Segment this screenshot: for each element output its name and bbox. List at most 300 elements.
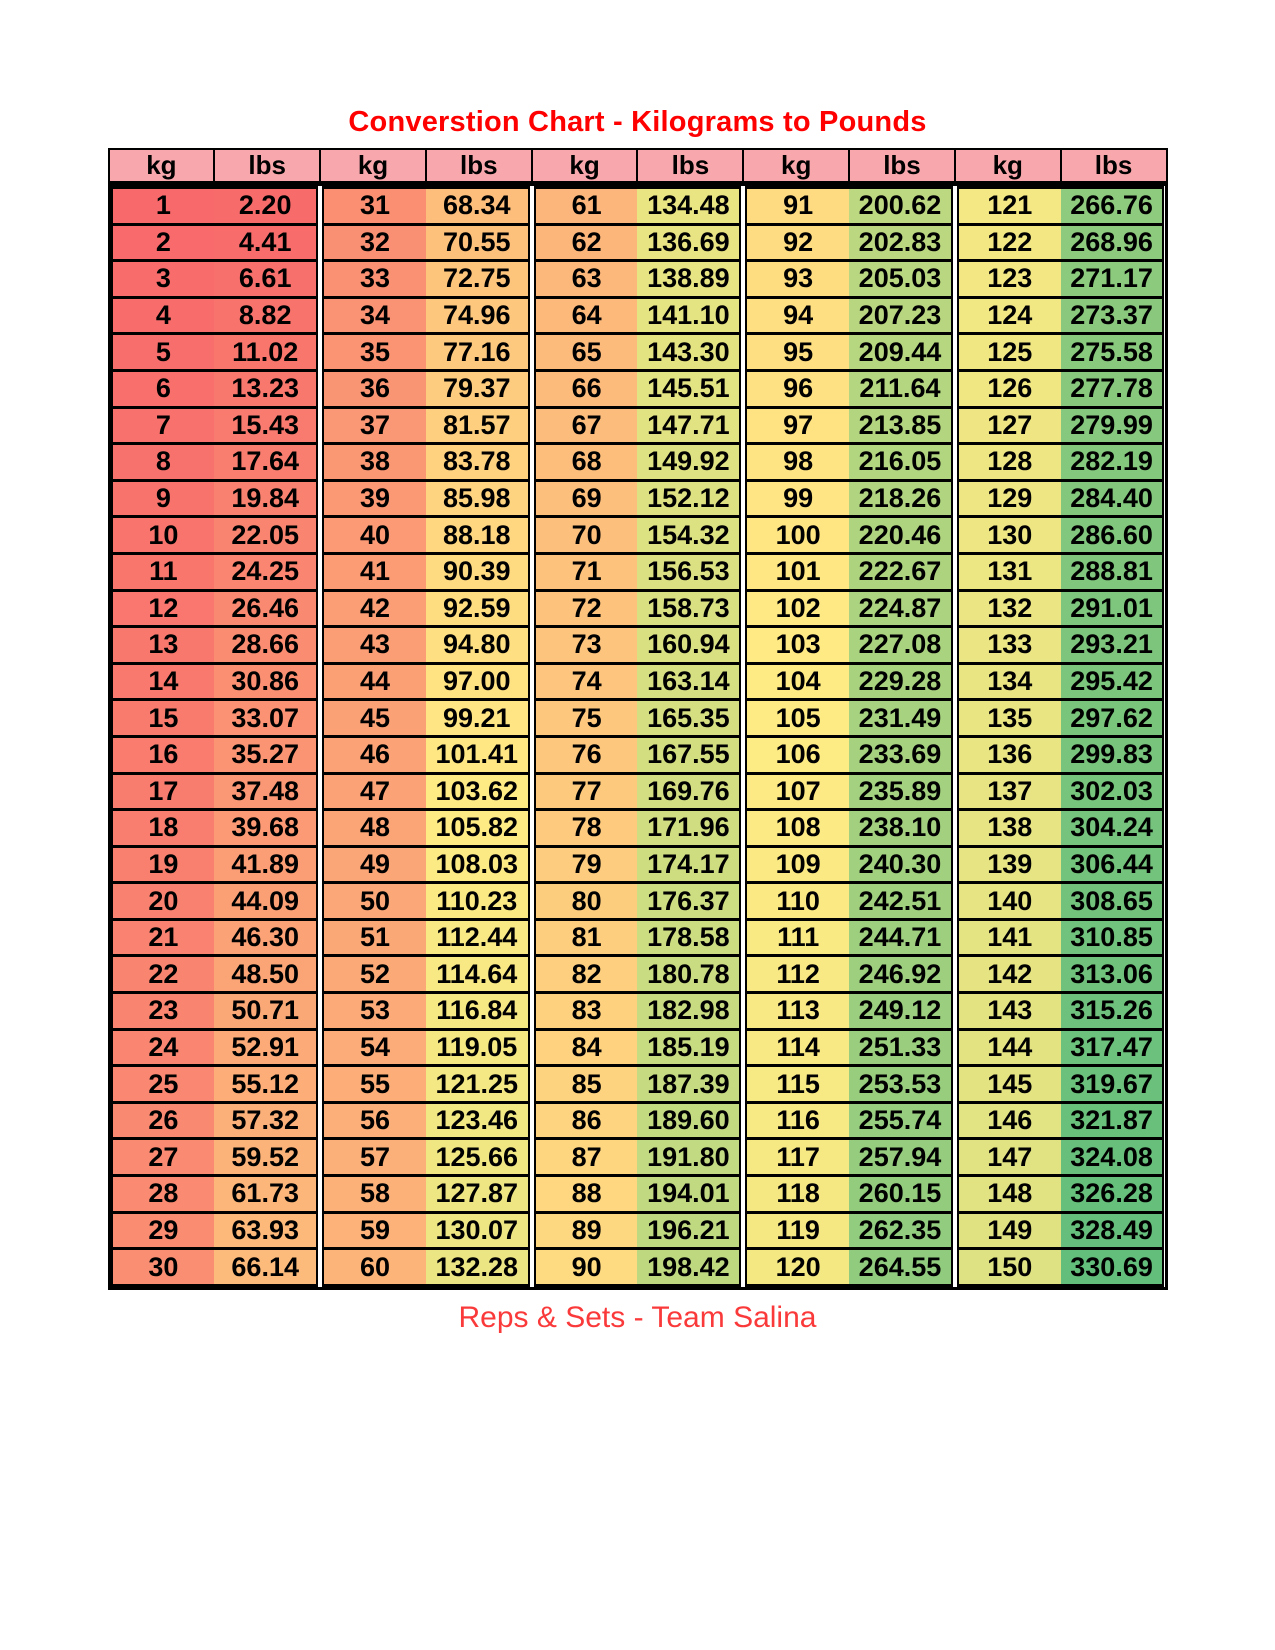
lbs-cell: 15.43 xyxy=(214,407,317,444)
table-row xyxy=(958,407,1164,444)
table-row xyxy=(323,627,529,664)
table-row xyxy=(323,407,529,444)
lbs-cell: 328.49 xyxy=(1061,1212,1164,1249)
kg-cell: 47 xyxy=(323,773,426,810)
table-row xyxy=(112,297,318,334)
lbs-cell: 196.21 xyxy=(637,1212,740,1249)
kg-cell: 147 xyxy=(958,1139,1061,1176)
lbs-cell: 90.39 xyxy=(426,553,529,590)
lbs-cell: 231.49 xyxy=(849,700,952,737)
table-row xyxy=(323,297,529,334)
kg-cell: 19 xyxy=(112,846,215,883)
table-row xyxy=(112,846,318,883)
table-row xyxy=(958,1102,1164,1139)
kg-cell: 104 xyxy=(746,663,849,700)
kg-cell: 129 xyxy=(958,480,1061,517)
kg-cell: 124 xyxy=(958,297,1061,334)
table-row xyxy=(958,1029,1164,1066)
table-row xyxy=(112,736,318,773)
table-row xyxy=(958,1066,1164,1103)
kg-cell: 85 xyxy=(535,1066,638,1103)
kg-cell: 123 xyxy=(958,261,1061,298)
lbs-cell: 141.10 xyxy=(637,297,740,334)
pair-table-wrap xyxy=(534,186,742,1287)
table-row xyxy=(958,1249,1164,1286)
table-row xyxy=(746,700,952,737)
table-row xyxy=(323,334,529,371)
table-row xyxy=(958,480,1164,517)
kg-cell: 52 xyxy=(323,956,426,993)
table-row xyxy=(535,883,741,920)
lbs-cell: 227.08 xyxy=(849,627,952,664)
table-row xyxy=(958,627,1164,664)
table-row xyxy=(112,1176,318,1213)
table-row xyxy=(746,663,952,700)
table-row xyxy=(112,663,318,700)
kg-cell: 103 xyxy=(746,627,849,664)
lbs-cell: 136.69 xyxy=(637,224,740,261)
lbs-cell: 108.03 xyxy=(426,846,529,883)
kg-cell: 114 xyxy=(746,1029,849,1066)
table-row xyxy=(746,370,952,407)
header-row xyxy=(109,149,1167,182)
lbs-cell: 48.50 xyxy=(214,956,317,993)
lbs-cell: 61.73 xyxy=(214,1176,317,1213)
lbs-cell: 63.93 xyxy=(214,1212,317,1249)
kg-cell: 45 xyxy=(323,700,426,737)
table-row xyxy=(323,1139,529,1176)
kg-cell: 66 xyxy=(535,370,638,407)
kg-cell: 78 xyxy=(535,810,638,847)
table-row xyxy=(112,956,318,993)
table-row xyxy=(958,517,1164,554)
table-row xyxy=(535,1176,741,1213)
lbs-cell: 57.32 xyxy=(214,1102,317,1139)
lbs-cell: 216.05 xyxy=(849,444,952,481)
kg-cell: 65 xyxy=(535,334,638,371)
pair-table xyxy=(322,186,530,1287)
lbs-cell: 275.58 xyxy=(1061,334,1164,371)
kg-cell: 128 xyxy=(958,444,1061,481)
table-row xyxy=(746,297,952,334)
lbs-cell: 273.37 xyxy=(1061,297,1164,334)
kg-cell: 62 xyxy=(535,224,638,261)
kg-cell: 74 xyxy=(535,663,638,700)
lbs-cell: 174.17 xyxy=(637,846,740,883)
kg-cell: 25 xyxy=(112,1066,215,1103)
lbs-cell: 319.67 xyxy=(1061,1066,1164,1103)
kg-cell: 41 xyxy=(323,553,426,590)
table-row xyxy=(323,370,529,407)
kg-cell: 33 xyxy=(323,261,426,298)
table-row xyxy=(746,1139,952,1176)
kg-cell: 116 xyxy=(746,1102,849,1139)
table-row xyxy=(958,224,1164,261)
kg-cell: 131 xyxy=(958,553,1061,590)
lbs-cell: 88.18 xyxy=(426,517,529,554)
kg-cell: 71 xyxy=(535,553,638,590)
table-row xyxy=(112,188,318,225)
lbs-cell: 83.78 xyxy=(426,444,529,481)
lbs-cell: 178.58 xyxy=(637,919,740,956)
kg-cell: 17 xyxy=(112,773,215,810)
lbs-cell: 110.23 xyxy=(426,883,529,920)
lbs-cell: 313.06 xyxy=(1061,956,1164,993)
lbs-cell: 238.10 xyxy=(849,810,952,847)
kg-cell: 12 xyxy=(112,590,215,627)
lbs-cell: 92.59 xyxy=(426,590,529,627)
kg-cell: 51 xyxy=(323,919,426,956)
table-row xyxy=(535,297,741,334)
kg-cell: 56 xyxy=(323,1102,426,1139)
kg-cell: 109 xyxy=(746,846,849,883)
table-row xyxy=(535,956,741,993)
kg-cell: 120 xyxy=(746,1249,849,1286)
kg-cell: 96 xyxy=(746,370,849,407)
lbs-cell: 260.15 xyxy=(849,1176,952,1213)
table-row xyxy=(746,224,952,261)
lbs-cell: 4.41 xyxy=(214,224,317,261)
table-row xyxy=(958,261,1164,298)
table-row xyxy=(746,1102,952,1139)
table-row xyxy=(746,517,952,554)
table-row xyxy=(112,517,318,554)
kg-cell: 14 xyxy=(112,663,215,700)
kg-header-cell: kg xyxy=(743,149,849,182)
lbs-cell: 229.28 xyxy=(849,663,952,700)
table-row xyxy=(112,444,318,481)
lbs-cell: 251.33 xyxy=(849,1029,952,1066)
lbs-cell: 169.76 xyxy=(637,773,740,810)
kg-cell: 3 xyxy=(112,261,215,298)
lbs-cell: 11.02 xyxy=(214,334,317,371)
lbs-cell: 310.85 xyxy=(1061,919,1164,956)
kg-cell: 48 xyxy=(323,810,426,847)
kg-cell: 83 xyxy=(535,993,638,1030)
lbs-cell: 77.16 xyxy=(426,334,529,371)
kg-header-cell: kg xyxy=(320,149,426,182)
kg-cell: 145 xyxy=(958,1066,1061,1103)
kg-cell: 67 xyxy=(535,407,638,444)
kg-cell: 2 xyxy=(112,224,215,261)
table-row xyxy=(323,883,529,920)
table-row xyxy=(958,810,1164,847)
lbs-cell: 33.07 xyxy=(214,700,317,737)
lbs-cell: 24.25 xyxy=(214,553,317,590)
pair-table xyxy=(534,186,742,1287)
lbs-cell: 116.84 xyxy=(426,993,529,1030)
kg-cell: 57 xyxy=(323,1139,426,1176)
pair-table xyxy=(957,186,1165,1287)
lbs-cell: 103.62 xyxy=(426,773,529,810)
table-row xyxy=(323,956,529,993)
lbs-cell: 293.21 xyxy=(1061,627,1164,664)
lbs-cell: 160.94 xyxy=(637,627,740,664)
lbs-cell: 130.07 xyxy=(426,1212,529,1249)
lbs-cell: 255.74 xyxy=(849,1102,952,1139)
kg-cell: 64 xyxy=(535,297,638,334)
kg-cell: 42 xyxy=(323,590,426,627)
lbs-cell: 81.57 xyxy=(426,407,529,444)
kg-cell: 54 xyxy=(323,1029,426,1066)
kg-cell: 5 xyxy=(112,334,215,371)
kg-cell: 24 xyxy=(112,1029,215,1066)
kg-cell: 88 xyxy=(535,1176,638,1213)
kg-cell: 8 xyxy=(112,444,215,481)
lbs-cell: 125.66 xyxy=(426,1139,529,1176)
kg-cell: 144 xyxy=(958,1029,1061,1066)
table-row xyxy=(323,261,529,298)
kg-cell: 150 xyxy=(958,1249,1061,1286)
table-row xyxy=(746,627,952,664)
lbs-cell: 66.14 xyxy=(214,1249,317,1286)
table-row xyxy=(958,846,1164,883)
lbs-cell: 330.69 xyxy=(1061,1249,1164,1286)
kg-cell: 139 xyxy=(958,846,1061,883)
table-row xyxy=(112,773,318,810)
kg-cell: 135 xyxy=(958,700,1061,737)
lbs-cell: 41.89 xyxy=(214,846,317,883)
table-row xyxy=(323,444,529,481)
table-row xyxy=(958,993,1164,1030)
kg-cell: 136 xyxy=(958,736,1061,773)
kg-cell: 72 xyxy=(535,590,638,627)
kg-cell: 4 xyxy=(112,297,215,334)
table-row xyxy=(323,1249,529,1286)
kg-cell: 15 xyxy=(112,700,215,737)
lbs-cell: 218.26 xyxy=(849,480,952,517)
table-row xyxy=(323,663,529,700)
kg-cell: 7 xyxy=(112,407,215,444)
lbs-cell: 295.42 xyxy=(1061,663,1164,700)
lbs-cell: 321.87 xyxy=(1061,1102,1164,1139)
lbs-cell: 244.71 xyxy=(849,919,952,956)
lbs-cell: 235.89 xyxy=(849,773,952,810)
kg-header-cell: kg xyxy=(109,149,215,182)
lbs-cell: 68.34 xyxy=(426,188,529,225)
table-row xyxy=(746,444,952,481)
kg-cell: 29 xyxy=(112,1212,215,1249)
table-row xyxy=(535,700,741,737)
kg-cell: 53 xyxy=(323,993,426,1030)
lbs-cell: 123.46 xyxy=(426,1102,529,1139)
lbs-cell: 317.47 xyxy=(1061,1029,1164,1066)
lbs-cell: 182.98 xyxy=(637,993,740,1030)
kg-cell: 16 xyxy=(112,736,215,773)
lbs-cell: 207.23 xyxy=(849,297,952,334)
lbs-cell: 202.83 xyxy=(849,224,952,261)
kg-cell: 31 xyxy=(323,188,426,225)
table-row xyxy=(112,1249,318,1286)
lbs-cell: 257.94 xyxy=(849,1139,952,1176)
kg-cell: 77 xyxy=(535,773,638,810)
kg-cell: 84 xyxy=(535,1029,638,1066)
table-row xyxy=(112,883,318,920)
pair-table-wrap xyxy=(957,186,1165,1287)
table-row xyxy=(746,1249,952,1286)
kg-cell: 27 xyxy=(112,1139,215,1176)
table-row xyxy=(323,590,529,627)
lbs-cell: 105.82 xyxy=(426,810,529,847)
table-row xyxy=(323,1212,529,1249)
lbs-cell: 39.68 xyxy=(214,810,317,847)
lbs-cell: 8.82 xyxy=(214,297,317,334)
lbs-cell: 277.78 xyxy=(1061,370,1164,407)
table-row xyxy=(112,1139,318,1176)
lbs-cell: 121.25 xyxy=(426,1066,529,1103)
lbs-cell: 28.66 xyxy=(214,627,317,664)
table-row xyxy=(112,553,318,590)
table-row xyxy=(746,1066,952,1103)
page-title: Converstion Chart - Kilograms to Pounds xyxy=(348,106,927,138)
kg-cell: 143 xyxy=(958,993,1061,1030)
lbs-cell: 176.37 xyxy=(637,883,740,920)
lbs-cell: 134.48 xyxy=(637,188,740,225)
kg-cell: 39 xyxy=(323,480,426,517)
kg-cell: 86 xyxy=(535,1102,638,1139)
lbs-cell: 99.21 xyxy=(426,700,529,737)
lbs-cell: 167.55 xyxy=(637,736,740,773)
kg-cell: 119 xyxy=(746,1212,849,1249)
conversion-table-header xyxy=(108,148,1168,183)
pair-table xyxy=(111,186,319,1287)
kg-cell: 70 xyxy=(535,517,638,554)
lbs-cell: 264.55 xyxy=(849,1249,952,1286)
table-row xyxy=(112,1102,318,1139)
lbs-cell: 291.01 xyxy=(1061,590,1164,627)
lbs-cell: 70.55 xyxy=(426,224,529,261)
table-row xyxy=(323,1066,529,1103)
table-row xyxy=(746,480,952,517)
table-row xyxy=(535,1102,741,1139)
lbs-cell: 286.60 xyxy=(1061,517,1164,554)
table-row xyxy=(323,1029,529,1066)
table-row xyxy=(535,627,741,664)
table-row xyxy=(535,553,741,590)
table-row xyxy=(535,517,741,554)
kg-cell: 97 xyxy=(746,407,849,444)
lbs-header-cell: lbs xyxy=(426,149,532,182)
table-row xyxy=(958,1176,1164,1213)
lbs-cell: 297.62 xyxy=(1061,700,1164,737)
table-row xyxy=(958,663,1164,700)
table-row xyxy=(112,480,318,517)
lbs-cell: 249.12 xyxy=(849,993,952,1030)
lbs-cell: 324.08 xyxy=(1061,1139,1164,1176)
table-row xyxy=(746,773,952,810)
table-row xyxy=(535,188,741,225)
table-row xyxy=(535,261,741,298)
kg-cell: 89 xyxy=(535,1212,638,1249)
kg-cell: 30 xyxy=(112,1249,215,1286)
table-row xyxy=(323,919,529,956)
kg-cell: 26 xyxy=(112,1102,215,1139)
table-row xyxy=(746,590,952,627)
kg-cell: 22 xyxy=(112,956,215,993)
table-row xyxy=(323,846,529,883)
table-row xyxy=(746,407,952,444)
lbs-cell: 165.35 xyxy=(637,700,740,737)
kg-cell: 101 xyxy=(746,553,849,590)
lbs-cell: 37.48 xyxy=(214,773,317,810)
kg-cell: 50 xyxy=(323,883,426,920)
table-row xyxy=(323,517,529,554)
lbs-cell: 246.92 xyxy=(849,956,952,993)
lbs-cell: 282.19 xyxy=(1061,444,1164,481)
kg-header-cell: kg xyxy=(532,149,638,182)
kg-cell: 68 xyxy=(535,444,638,481)
table-row xyxy=(746,846,952,883)
kg-cell: 38 xyxy=(323,444,426,481)
kg-cell: 13 xyxy=(112,627,215,664)
table-row xyxy=(746,993,952,1030)
lbs-cell: 156.53 xyxy=(637,553,740,590)
lbs-cell: 154.32 xyxy=(637,517,740,554)
table-row xyxy=(746,883,952,920)
table-row xyxy=(323,1102,529,1139)
kg-cell: 75 xyxy=(535,700,638,737)
kg-cell: 90 xyxy=(535,1249,638,1286)
kg-cell: 81 xyxy=(535,919,638,956)
lbs-cell: 152.12 xyxy=(637,480,740,517)
table-row xyxy=(323,1176,529,1213)
lbs-header-cell: lbs xyxy=(1061,149,1167,182)
kg-cell: 125 xyxy=(958,334,1061,371)
table-row xyxy=(323,993,529,1030)
lbs-cell: 205.03 xyxy=(849,261,952,298)
table-row xyxy=(746,1176,952,1213)
kg-cell: 91 xyxy=(746,188,849,225)
lbs-cell: 191.80 xyxy=(637,1139,740,1176)
lbs-cell: 171.96 xyxy=(637,810,740,847)
lbs-cell: 2.20 xyxy=(214,188,317,225)
lbs-cell: 198.42 xyxy=(637,1249,740,1286)
kg-cell: 132 xyxy=(958,590,1061,627)
lbs-cell: 266.76 xyxy=(1061,188,1164,225)
table-row xyxy=(958,773,1164,810)
lbs-cell: 138.89 xyxy=(637,261,740,298)
kg-cell: 133 xyxy=(958,627,1061,664)
lbs-cell: 112.44 xyxy=(426,919,529,956)
table-row xyxy=(112,261,318,298)
kg-cell: 121 xyxy=(958,188,1061,225)
kg-cell: 36 xyxy=(323,370,426,407)
kg-cell: 105 xyxy=(746,700,849,737)
kg-cell: 98 xyxy=(746,444,849,481)
kg-cell: 11 xyxy=(112,553,215,590)
lbs-cell: 284.40 xyxy=(1061,480,1164,517)
kg-cell: 92 xyxy=(746,224,849,261)
lbs-cell: 97.00 xyxy=(426,663,529,700)
table-row xyxy=(535,846,741,883)
table-row xyxy=(535,736,741,773)
table-row xyxy=(535,1066,741,1103)
lbs-cell: 52.91 xyxy=(214,1029,317,1066)
table-row xyxy=(958,590,1164,627)
table-row xyxy=(323,188,529,225)
lbs-cell: 262.35 xyxy=(849,1212,952,1249)
lbs-cell: 224.87 xyxy=(849,590,952,627)
conversion-table-body xyxy=(108,183,1168,1290)
table-row xyxy=(535,370,741,407)
lbs-cell: 72.75 xyxy=(426,261,529,298)
lbs-cell: 94.80 xyxy=(426,627,529,664)
table-row xyxy=(746,553,952,590)
kg-cell: 94 xyxy=(746,297,849,334)
kg-cell: 40 xyxy=(323,517,426,554)
table-row xyxy=(746,1212,952,1249)
table-row xyxy=(112,1029,318,1066)
